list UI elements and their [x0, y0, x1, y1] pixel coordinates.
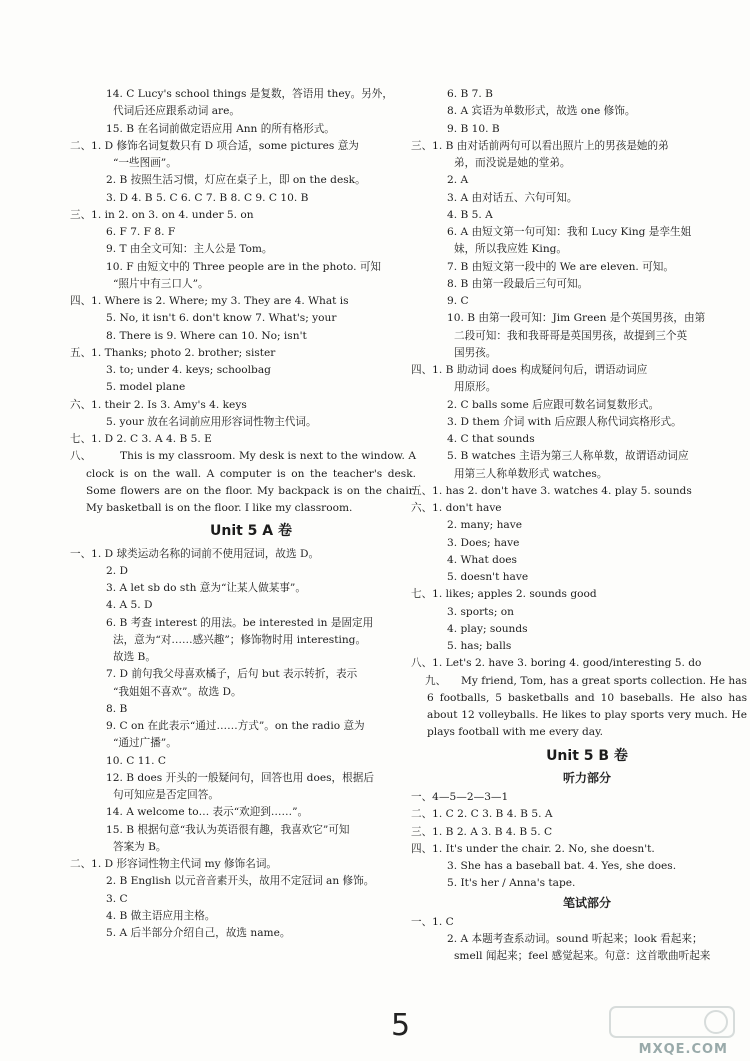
- answer-line: 二、1. D 形容词性物主代词 my 修饰名词。: [70, 858, 278, 870]
- answer-line: 10. F 由短文中的 Three people are in the photo. 可知: [106, 260, 382, 273]
- answer-line: 代词后还应跟系动词 are。: [113, 105, 240, 118]
- answer-line: 一、4—5—2—3—1: [411, 791, 509, 803]
- answer-line: 10. B 由第一段可知：Jim Green 是个英国男孩，由第: [447, 312, 706, 325]
- answer-line: 4. B 5. A: [447, 208, 493, 221]
- answer-line: 8. A 宾语为单数形式，故选 one 修饰。: [447, 105, 636, 118]
- answer-line: 六、1. don't have: [411, 502, 502, 514]
- answer-line: 9. C: [447, 295, 469, 307]
- answer-line: 3. A 由对话五、六句可知。: [447, 191, 578, 204]
- answer-line: 5. B watches 主语为第三人称单数，故谓语动词应: [447, 450, 689, 463]
- answer-line: 一、1. C: [411, 915, 454, 928]
- answer-line: 五、1. Thanks; photo 2. brother; sister: [70, 346, 276, 359]
- answer-line: 四、1. B 助动词 does 构成疑问句后，谓语动词应: [411, 364, 648, 376]
- answer-line: 答案为 B。: [113, 840, 167, 853]
- answer-line: 14. C Lucy's school things 是复数，答语用 they。另外，: [106, 88, 393, 100]
- answer-line: 用原形。: [454, 381, 497, 394]
- answer-line: “我姐姐不喜欢”。故选 D。: [113, 685, 242, 698]
- composition-label: 九、: [425, 674, 447, 687]
- left-bottom-answers: [70, 546, 416, 943]
- answer-line: 二、1. C 2. C 3. B 4. B 5. A: [411, 808, 553, 821]
- answer-line: 七、1. D 2. C 3. A 4. B 5. E: [70, 433, 212, 445]
- unit-5-b-title: Unit 5 B 卷: [546, 747, 628, 764]
- answer-line: 二、1. D 修饰名词复数只有 D 项合适，some pictures 意为: [70, 139, 359, 152]
- answer-line: 6. A 由短文第一句可知：我和 Lucy King 是孪生姐: [447, 226, 692, 238]
- answer-line: 二段可知：我和我哥哥是英国男孩，故提到三个英: [454, 329, 688, 342]
- composition-text: My friend, Tom, has a great sports collection. He has 6 footballs, 5 basketballs and 10 baseballs. He also has about 12 volleyballs. He likes to play sports very much. He plays football with me every day.: [427, 674, 747, 739]
- answer-line: 7. D 前句我父母喜欢橘子，后句 but 表示转折，表示: [106, 668, 358, 681]
- answer-line: 弟，而没说是她的堂弟。: [454, 157, 571, 169]
- left-column: [70, 86, 416, 942]
- answer-line: 4. B 做主语应用主格。: [106, 909, 216, 922]
- answer-line: 3. She has a baseball bat. 4. Yes, she does.: [447, 860, 677, 872]
- answer-line: 4. A 5. D: [106, 599, 153, 612]
- answer-line: 15. B 在名词前做定语应用 Ann 的所有格形式。: [106, 122, 335, 135]
- answer-line: 5. No, it isn't 6. don't know 7. What's; your: [106, 312, 337, 325]
- answer-line: 3. D 4. B 5. C 6. C 7. B 8. C 9. C 10. B: [106, 191, 309, 204]
- left-top-answers: [70, 86, 416, 448]
- answer-line: 五、1. has 2. don't have 3. watches 4. play 5. sounds: [411, 484, 692, 497]
- answer-line: “照片中有三口人”。: [113, 277, 209, 290]
- answer-line: 8. There is 9. Where can 10. No; isn't: [106, 329, 307, 342]
- answer-line: 15. B 根据句意“我认为英语很有趣，我喜欢它”可知: [106, 823, 350, 836]
- answer-line: 9. B 10. B: [447, 122, 500, 135]
- answer-line: 5. your 放在名词前应用形容词性物主代词。: [106, 415, 317, 428]
- answer-line: 三、1. in 2. on 3. on 4. under 5. on: [70, 208, 254, 221]
- answer-line: 7. B 由短文第一段中的 We are eleven. 可知。: [447, 260, 674, 273]
- answer-line: 6. B 7. B: [447, 88, 493, 100]
- answer-line: 妹，所以我应姓 King。: [454, 243, 568, 256]
- answer-line: 七、1. likes; apples 2. sounds good: [411, 588, 597, 601]
- answer-line: 八、1. Let's 2. have 3. boring 4. good/interesting 5. do: [411, 657, 702, 670]
- answer-line: 5. It's her / Anna's tape.: [447, 877, 576, 890]
- answer-line: 法，意为“对……感兴趣”；修饰物时用 interesting。: [113, 633, 367, 646]
- answer-line: 六、1. their 2. Is 3. Amy's 4. keys: [70, 398, 247, 411]
- answer-line: 2. many; have: [447, 519, 522, 532]
- answer-line: 8. B: [106, 702, 128, 715]
- composition-label: 八、: [70, 450, 92, 463]
- answer-line: 10. C 11. C: [106, 754, 167, 767]
- answer-line: 用第三人称单数形式 watches。: [454, 467, 608, 480]
- written-section-title: 笔试部分: [562, 895, 611, 910]
- page-number: 5: [391, 1008, 411, 1043]
- answer-line: 9. T 由全文可知：主人公是 Tom。: [106, 243, 273, 256]
- answer-line: 5. has; balls: [447, 640, 512, 652]
- answer-line: 2. C balls some 后应跟可数名词复数形式。: [447, 398, 660, 411]
- answer-line: 3. D them 介词 with 后应跟人称代词宾格形式。: [447, 415, 682, 428]
- answer-line: 3. A let sb do sth 意为“让某人做某事”。: [106, 582, 306, 594]
- answer-line: 5. A 后半部分介绍自己，故选 name。: [106, 927, 291, 939]
- written-answers: [411, 914, 747, 966]
- answer-line: 3. to; under 4. keys; schoolbag: [106, 364, 271, 376]
- right-column: [411, 86, 747, 966]
- answer-line: 2. D: [106, 564, 128, 577]
- answer-line: 14. A welcome to… 表示“欢迎到……”。: [106, 806, 309, 819]
- answer-line: 5. model plane: [106, 381, 186, 394]
- answer-line: 4. play; sounds: [447, 622, 528, 635]
- answer-line: 9. C on 在此表示“通过……方式”。on the radio 意为: [106, 720, 365, 732]
- answer-line: 句可知应是否定回答。: [113, 789, 219, 801]
- answer-line: 2. B 按照生活习惯，灯应在桌子上，即 on the desk。: [106, 174, 366, 187]
- answer-line: 3. Does; have: [447, 536, 520, 549]
- composition-eight: [70, 448, 416, 517]
- answer-line: 故选 B。: [113, 651, 156, 663]
- answer-line: 5. doesn't have: [447, 571, 529, 583]
- answer-line: 3. sports; on: [447, 605, 514, 618]
- composition-text: This is my classroom. My desk is next to the window. A clock is on the wall. A computer is on the teacher's desk. Some flowers are on the floor. My backpack is on the chair. My basketball is on the floor. I like my classroom.: [86, 450, 416, 514]
- answer-line: 4. C that sounds: [447, 433, 535, 445]
- unit-5-a-title: Unit 5 A 卷: [209, 523, 293, 540]
- answer-line: 2. A: [447, 174, 469, 187]
- answer-line: 一、1. D 球类运动名称的词前不使用冠词，故选 D。: [70, 547, 320, 560]
- listening-section-title: 听力部分: [562, 770, 611, 785]
- answer-line: “一些图画”。: [113, 157, 177, 169]
- answer-line: 6. B 考查 interest 的用法。be interested in 是固定用: [106, 616, 374, 629]
- answer-line: 8. B 由第一段最后三句可知。: [447, 277, 589, 290]
- watermark-url: MXQE.COM: [638, 1042, 728, 1057]
- answer-line: 2. B English 以元音音素开头，故用不定冠词 an 修饰。: [106, 875, 375, 888]
- answer-line: 2. A 本题考查系动词。sound 听起来；look 看起来；: [447, 933, 703, 945]
- answer-line: smell 闻起来；feel 感觉起来。句意：这首歌曲听起来: [454, 950, 711, 963]
- answer-line: 6. F 7. F 8. F: [106, 226, 176, 238]
- answer-line: 三、1. B 由对话前两句可以看出照片上的男孩是她的弟: [411, 139, 669, 152]
- answer-line: 国男孩。: [454, 346, 497, 359]
- right-top-answers: [411, 86, 747, 673]
- answer-line: 四、1. It's under the chair. 2. No, she doesn't.: [411, 842, 655, 855]
- listening-answers: [411, 789, 747, 893]
- answer-line: 12. B does 开头的一般疑问句，回答也用 does，根据后: [106, 771, 374, 784]
- answer-line: “通过广播”。: [113, 737, 177, 750]
- answer-line: 三、1. B 2. A 3. B 4. B 5. C: [411, 825, 553, 838]
- answer-line: 3. C: [106, 892, 128, 905]
- composition-nine: [427, 673, 747, 742]
- answer-line: 四、1. Where is 2. Where; my 3. They are 4. What is: [70, 295, 349, 307]
- answer-line: 4. What does: [447, 553, 517, 566]
